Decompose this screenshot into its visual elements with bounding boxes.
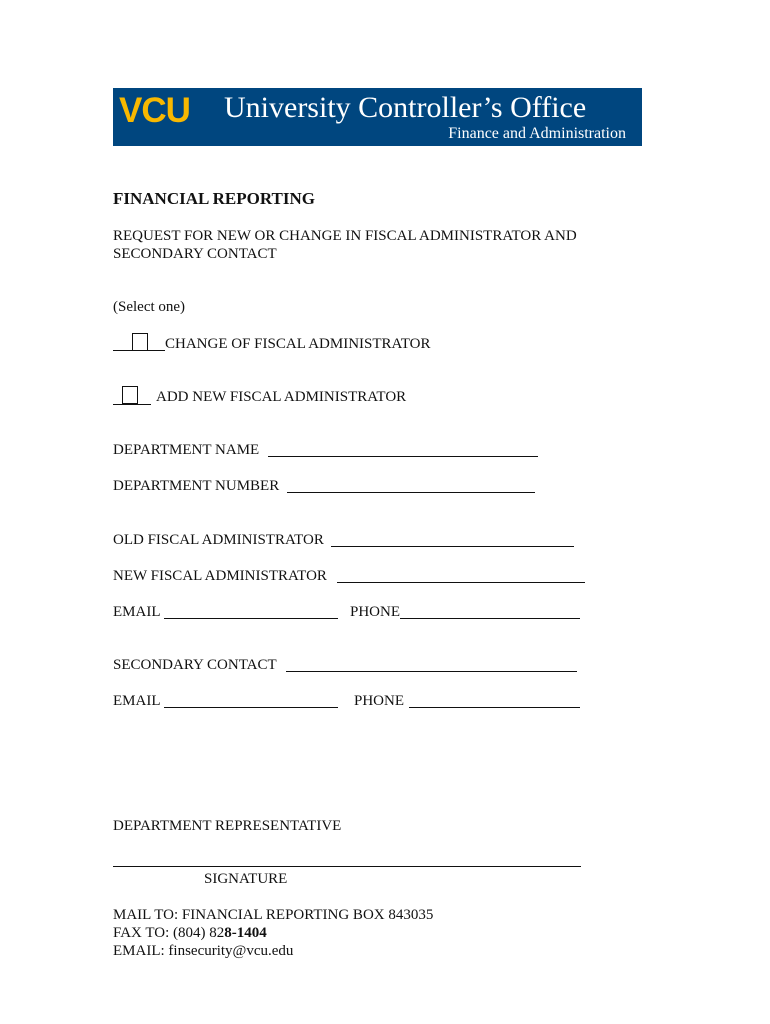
banner-title: University Controller’s Office	[224, 91, 587, 124]
change-fiscal-admin-checkbox[interactable]	[132, 333, 148, 351]
header-banner	[113, 88, 642, 146]
email-field-2[interactable]	[164, 707, 338, 708]
vcu-logo: VCU	[119, 91, 190, 130]
phone-field-2[interactable]	[409, 707, 580, 708]
signature-line[interactable]	[113, 866, 581, 867]
form-subheading-line2: SECONDARY CONTACT	[113, 246, 277, 262]
old-fiscal-admin-field[interactable]	[331, 546, 574, 547]
select-prompt: (Select one)	[113, 299, 186, 315]
add-fiscal-admin-checkbox[interactable]	[122, 386, 138, 404]
phone-field-1[interactable]	[400, 618, 580, 619]
fax-number-bold: 8-1404	[224, 925, 267, 941]
department-rep-label: DEPARTMENT REPRESENTATIVE	[113, 818, 342, 834]
fax-line	[113, 924, 267, 942]
form-subheading-line1: REQUEST FOR NEW OR CHANGE IN FISCAL ADMINISTRATOR AND	[113, 228, 577, 244]
option-change-label: CHANGE OF FISCAL ADMINISTRATOR	[165, 336, 431, 352]
email-contact-line: EMAIL: finsecurity@vcu.edu	[113, 943, 294, 959]
email-field-1[interactable]	[164, 618, 338, 619]
phone-label-1: PHONE	[350, 604, 401, 620]
fax-prefix: FAX TO: (804) 82	[113, 925, 225, 941]
form-heading: FINANCIAL REPORTING	[113, 189, 316, 208]
phone-label-2: PHONE	[354, 693, 405, 709]
new-fiscal-admin-label: NEW FISCAL ADMINISTRATOR	[113, 568, 327, 584]
department-name-field[interactable]	[268, 456, 538, 457]
mail-to-line: MAIL TO: FINANCIAL REPORTING BOX 843035	[113, 907, 434, 923]
new-fiscal-admin-field[interactable]	[337, 582, 585, 583]
secondary-contact-label: SECONDARY CONTACT	[113, 657, 277, 673]
secondary-contact-field[interactable]	[286, 671, 577, 672]
email-label-1: EMAIL	[113, 604, 161, 620]
department-number-label: DEPARTMENT NUMBER	[113, 478, 280, 494]
option-add-label: ADD NEW FISCAL ADMINISTRATOR	[156, 389, 407, 405]
old-fiscal-admin-label: OLD FISCAL ADMINISTRATOR	[113, 532, 324, 548]
email-label-2: EMAIL	[113, 693, 161, 709]
department-number-field[interactable]	[287, 492, 535, 493]
option-add-underline	[113, 404, 151, 405]
banner-subtitle: Finance and Administration	[448, 125, 626, 142]
department-name-label: DEPARTMENT NAME	[113, 442, 260, 458]
signature-label: SIGNATURE	[204, 871, 288, 887]
